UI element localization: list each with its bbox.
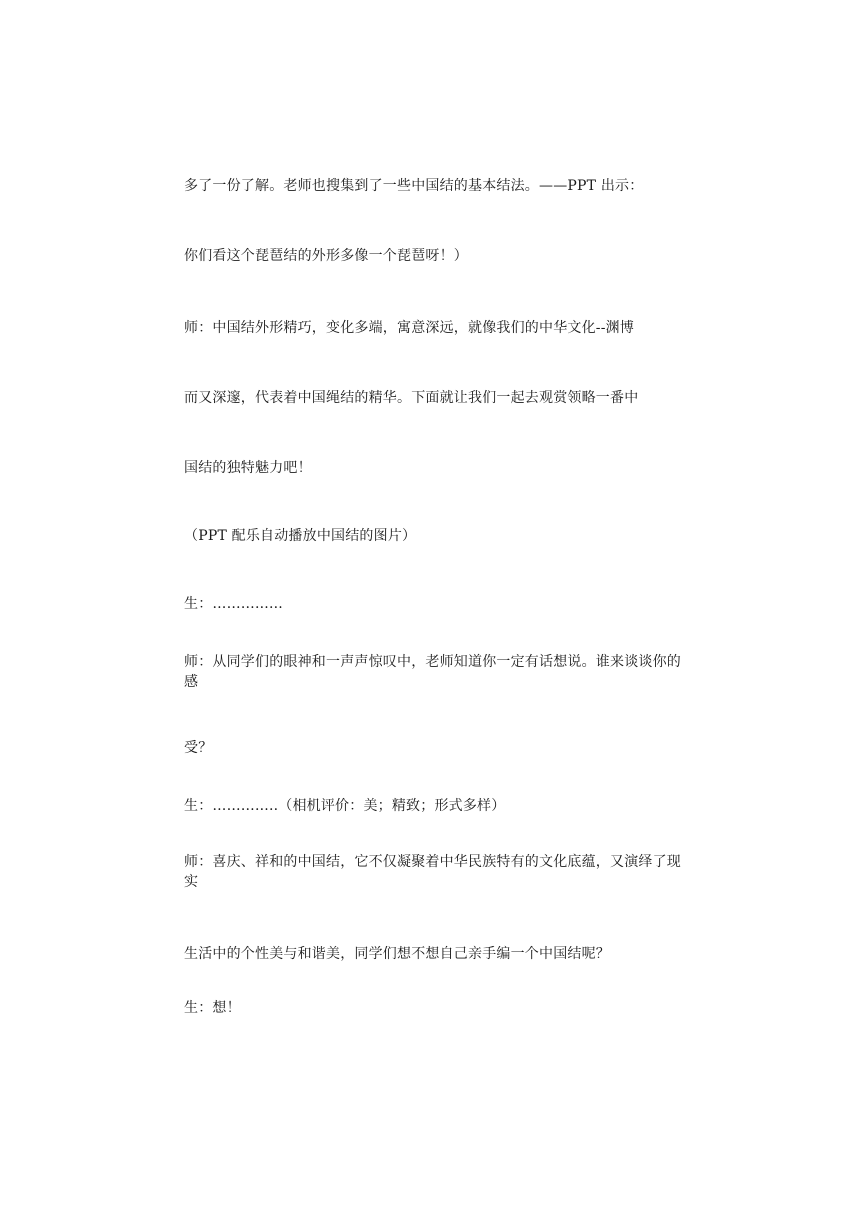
paragraph-2: 你们看这个琵琶结的外形多像一个琵琶呀！） (184, 248, 468, 264)
paragraph-11: 师：喜庆、祥和的中国结，它不仅凝聚着中华民族特有的文化底蕴，又演绎了现实 (184, 854, 681, 890)
paragraph-1: 多了一份了解。老师也搜集到了一些中国结的基本结法。——PPT 出示： (184, 178, 644, 194)
paragraph-7: 生：………...... (184, 596, 283, 612)
paragraph-12: 生活中的个性美与和谐美，同学们想不想自己亲手编一个中国结呢？ (184, 946, 610, 962)
paragraph-9: 受？ (184, 740, 213, 756)
paragraph-3: 师：中国结外形精巧，变化多端，寓意深远，就像我们的中华文化--渊博 (184, 320, 635, 336)
paragraph-5: 国结的独特魅力吧！ (184, 460, 312, 476)
paragraph-4: 而又深邃，代表着中国绳结的精华。下面就让我们一起去观赏领略一番中 (184, 390, 639, 406)
paragraph-8: 师：从同学们的眼神和一声声惊叹中，老师知道你一定有话想说。谁来谈谈你的感 (184, 654, 681, 690)
paragraph-6: （PPT 配乐自动播放中国结的图片） (184, 528, 417, 544)
paragraph-13: 生：想！ (184, 1000, 241, 1016)
paragraph-10: 生：……….....（相机评价：美；精致；形式多样） (184, 798, 506, 814)
